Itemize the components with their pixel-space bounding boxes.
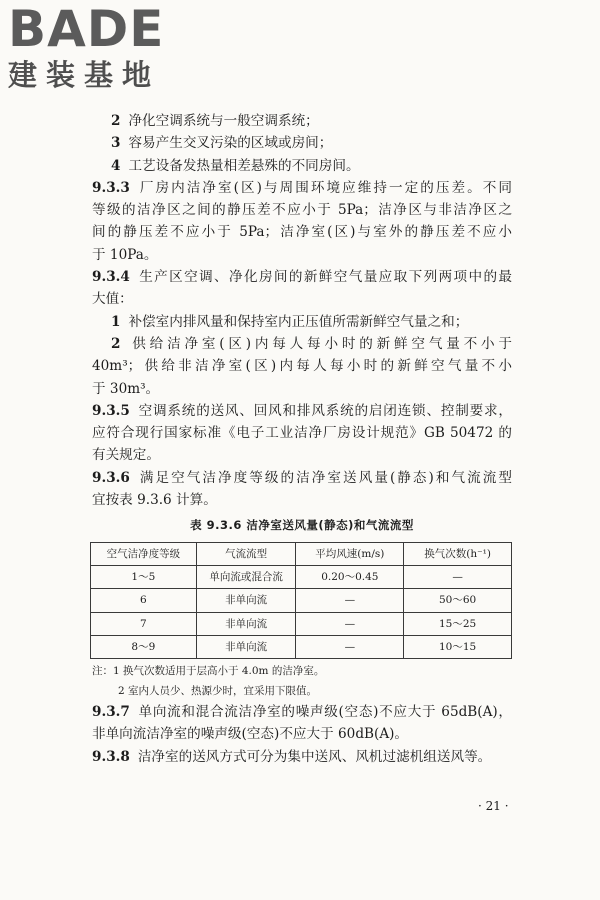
clause-number: 9.3.7 (92, 704, 130, 721)
list-item (92, 311, 512, 333)
clause-text: 厂房内洁净室(区)与周围环境应维持一定的压差。不同 (137, 179, 512, 196)
table-title: 表 9.3.6 洁净室送风量(静态)和气流流型 (190, 518, 414, 533)
item-number: 1 (111, 313, 121, 330)
column-header: 空气洁净度等级 (91, 542, 197, 565)
table-cell: 非单向流 (196, 635, 296, 658)
clause-text: 满足空气洁净度等级的洁净室送风量(静态)和气流流型 (137, 469, 512, 486)
table-cell: — (296, 589, 404, 612)
table-cell: 50～60 (404, 589, 512, 612)
item-text: 补偿室内排风量和保持室内正压值所需新鲜空气量之和； (128, 313, 469, 330)
clause-text: 单向流和混合流洁净室的噪声级(空态)不应大于 65dB(A)， (137, 704, 512, 721)
clause-text-line: 非单向流洁净室的噪声级(空态)不应大于 60dB(A)。 (92, 726, 409, 743)
table-row (91, 612, 512, 635)
item-text: 净化空调系统与一般空调系统； (128, 113, 319, 129)
clause-text: 空调系统的送风、回风和排风系统的启闭连锁、控制要求， (137, 402, 512, 419)
table-note: 注：1 换气次数适用于层高小于 4.0m 的洁净室。 (92, 665, 325, 678)
clause-text: 洁净室的送风方式可分为集中送风、风机过滤机组送风等。 (137, 748, 492, 765)
clause-text-line: 于 10Pa。 (92, 246, 158, 263)
clause-number: 9.3.4 (92, 269, 130, 286)
table-cell: 10～15 (404, 635, 512, 658)
table-row (91, 635, 512, 658)
list-item (92, 110, 512, 132)
item-number: 4 (111, 157, 121, 174)
list-item (92, 132, 512, 154)
item-number: 2 (111, 335, 121, 352)
clause-text: 生产区空调、净化房间的新鲜空气量应取下列两项中的最 (137, 269, 512, 286)
table-cell: 非单向流 (196, 612, 296, 635)
clause-9-3-6 (92, 467, 512, 489)
table-cell: 0.20～0.45 (296, 565, 404, 588)
table-cell: 1～5 (91, 565, 197, 588)
table-cell: 单向流或混合流 (196, 565, 296, 588)
clause-number: 9.3.8 (92, 748, 130, 765)
column-header: 气流流型 (196, 542, 296, 565)
clause-text-line: 间的静压差不应小于 5Pa；洁净室(区)与室外的静压差不应小 (92, 224, 512, 241)
item-number: 3 (111, 135, 121, 152)
column-header: 平均风速(m/s) (296, 542, 404, 565)
clause-text-line: 等级的洁净区之间的静压差不应小于 5Pa；洁净区与非洁净区之 (92, 202, 512, 219)
clause-9-3-7 (92, 701, 512, 723)
logo (8, 0, 165, 92)
list-item (92, 155, 512, 177)
page-body (92, 110, 512, 768)
table-cell: — (296, 612, 404, 635)
clause-text-line: 大值： (92, 291, 133, 308)
logo-subtitle: 建装基地 (8, 58, 161, 92)
clause-number: 9.3.5 (92, 402, 130, 419)
clause-9-3-5 (92, 400, 512, 422)
clause-text-line: 40m³；供给非洁净室(区)内每人每小时的新鲜空气量不小 (92, 358, 512, 375)
item-text: 供给洁净室(区)内每人每小时的新鲜空气量不小于 (128, 335, 512, 352)
table-cell: 6 (91, 589, 197, 612)
table-header-row (91, 542, 512, 565)
clause-text-line: 于 30m³。 (92, 380, 160, 397)
airflow-table (90, 542, 512, 659)
clause-text-line: 有关规定。 (92, 447, 160, 464)
table-cell: 15～25 (404, 612, 512, 635)
page-number: · 21 · (478, 799, 509, 813)
table-notes (92, 661, 512, 701)
table-cell: 8～9 (91, 635, 197, 658)
clause-9-3-3 (92, 177, 512, 199)
table-cell: 7 (91, 612, 197, 635)
clause-text-line: 应符合现行国家标准《电子工业洁净厂房设计规范》GB 50472 的 (92, 425, 512, 442)
table-row (91, 589, 512, 612)
item-text: 容易产生交叉污染的区域或房间； (128, 135, 333, 152)
clause-number: 9.3.6 (92, 469, 130, 486)
clause-9-3-8 (92, 746, 512, 768)
table-note: 2 室内人员少、热源少时，宜采用下限值。 (118, 685, 318, 698)
clause-9-3-4 (92, 266, 512, 288)
item-number: 2 (111, 113, 121, 129)
table-cell: 非单向流 (196, 589, 296, 612)
clause-text-line: 宜按表 9.3.6 计算。 (92, 492, 217, 509)
table-cell: — (296, 635, 404, 658)
column-header: 换气次数(h⁻¹) (404, 542, 512, 565)
list-item (92, 333, 512, 355)
item-text: 工艺设备发热量相差悬殊的不同房间。 (128, 157, 360, 174)
logo-wordmark: BADE (8, 0, 165, 58)
clause-number: 9.3.3 (92, 179, 130, 196)
table-cell: — (404, 565, 512, 588)
table-row (91, 565, 512, 588)
